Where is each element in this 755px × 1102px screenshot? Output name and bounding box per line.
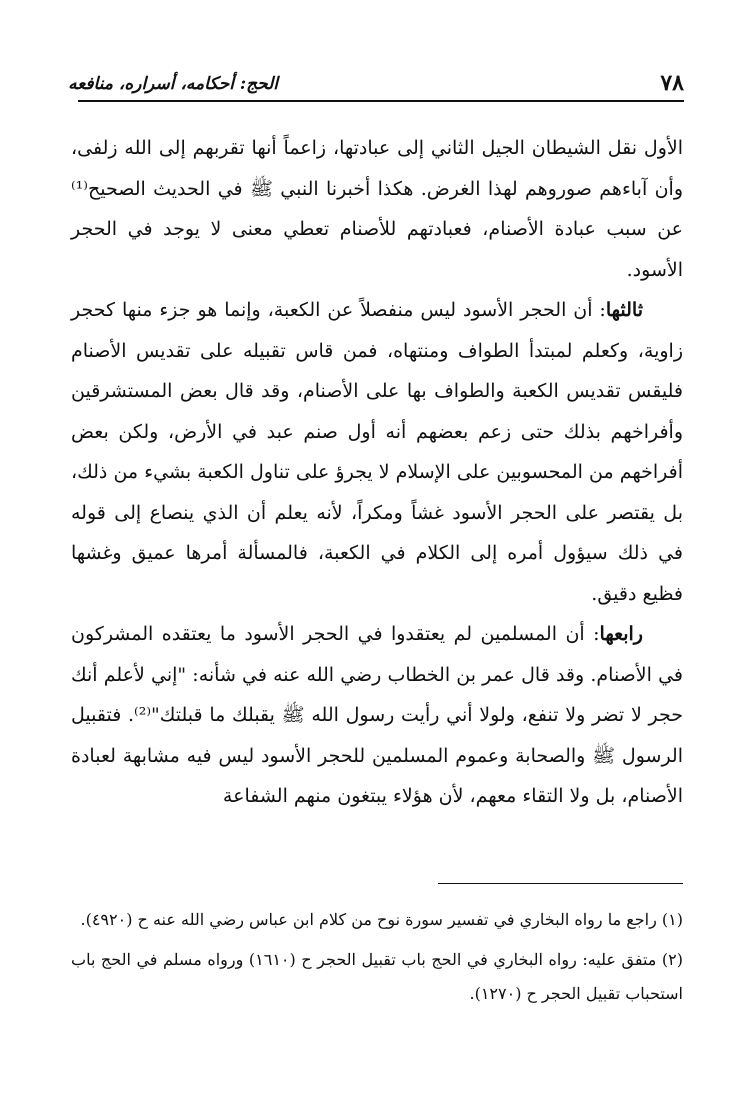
paragraph-1: الأول نقل الشيطان الجيل الثاني إلى عبادتها، زاعماً أنها تقربهم إلى الله زلفى، وأن آباءهم صوروهم لهذا الغرض. هكذا أخبرنا النبي ﷺ في الحديث الصحيح⁽¹⁾ عن سبب عبادة الأصنام، فعبادتهم للأصنام تعطي معنى لا يوجد في الحجر الأسود.	[71, 137, 683, 281]
paragraph-3-text: : أن المسلمين لم يعتقدوا في الحجر الأسود ما يعتقده المشركون في الأصنام. وقد قال عمر بن الخطاب رضي الله عنه في شأنه: "إني لأعلم أنك حجر لا تضر ولا تنفع، ولولا أني رأيت رسول الله ﷺ يقبلك ما قبلتك"⁽²⁾. فتقبيل الرسول ﷺ والصحابة وعموم المسلمين للحجر الأسود ليس فيه مشابهة لعبادة الأصنام، بل ولا التقاء معهم، لأن هؤلاء يبتغون منهم الشفاعة	[71, 623, 683, 807]
paragraph-3	[71, 614, 683, 817]
paragraph-2	[71, 290, 683, 614]
footnote-separator	[438, 883, 683, 884]
paragraph-2-label: ثالثها	[605, 299, 643, 321]
footnotes	[71, 903, 683, 1017]
running-header	[68, 70, 684, 102]
footnote-1: (١) راجع ما رواه البخاري في تفسير سورة نوح من كلام ابن عباس رضي الله عنه ح (٤٩٢٠).	[80, 910, 683, 929]
paragraph-3-label: رابعها	[599, 623, 643, 645]
paragraph-2-text: : أن الحجر الأسود ليس منفصلاً عن الكعبة، وإنما هو جزء منها كحجر زاوية، وكعلم لمبتدأ الطواف ومنتهاه، فمن قاس تقبيله على تقديس الأصنام فليقس تقديس الكعبة والطواف بها على الأصنام، وقد قال بعض المستشرقين وأفراخهم بذلك حتى زعم بعضهم أنه أول صنم عبد في الأرض، ولكن بعض أفراخهم من المحسوبين على الإسلام لا يجرؤ على تناول الكعبة بشيء من ذلك، بل يقتصر على الحجر الأسود غشاً ومكراً، لأنه يعلم أن الذي ينصاع إلى قوله في ذلك سيؤول أمره إلى الكلام في الكعبة، فالمسألة أمرها عميق وغشها فظيع دقيق.	[71, 299, 683, 605]
footnote-2: (٢) متفق عليه: رواه البخاري في الحج باب تقبيل الحجر ح (١٦١٠) ورواه مسلم في الحج باب استحباب تقبيل الحجر ح (١٢٧٠).	[71, 950, 683, 1003]
body-text	[71, 128, 683, 817]
page-number: ٧٨	[660, 70, 684, 96]
running-title: الحج: أحكامه، أسراره، منافعه	[68, 74, 278, 94]
